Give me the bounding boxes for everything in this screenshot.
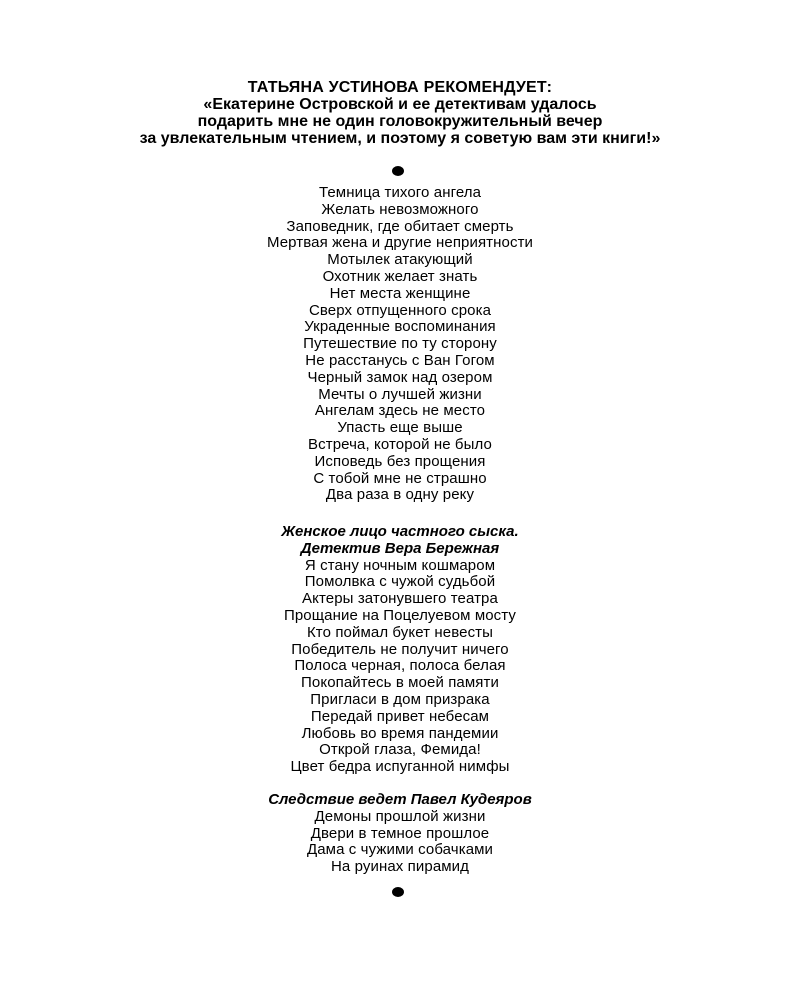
series-heading: Женское лицо частного сыска. <box>281 523 519 540</box>
book-title: Я стану ночным кошмаром <box>304 556 496 574</box>
quote-line: подарить мне не один головокружительный вечер <box>197 113 603 130</box>
book-title: Сверх отпущенного срока <box>308 301 492 319</box>
book-title: На руинах пирамид <box>330 858 470 876</box>
book-title: Два раза в одну реку <box>325 486 475 504</box>
series-pavel-kudeyarov <box>0 792 800 876</box>
book-title: Полоса черная, полоса белая <box>294 657 506 675</box>
book-title: Мечты о лучшей жизни <box>318 385 482 403</box>
quote-line: за увлекательным чтением, и поэтому я советую вам эти книги!» <box>139 130 661 147</box>
book-title: Ангелам здесь не место <box>314 402 486 420</box>
book-title: Двери в темное прошлое <box>310 824 490 842</box>
bullet-dot-icon <box>392 887 404 897</box>
book-title: Не расстанусь с Ван Гогом <box>305 351 495 369</box>
book-title: Открой глаза, Фемида! <box>319 741 481 759</box>
book-title: Передай привет небесам <box>310 707 490 725</box>
header-title: ТАТЬЯНА УСТИНОВА РЕКОМЕНДУЕТ: <box>247 79 553 96</box>
book-title: Актеры затонувшего театра <box>302 590 498 608</box>
book-title: Встреча, которой не было <box>308 435 492 453</box>
book-title: Покопайтесь в моей памяти <box>301 674 499 692</box>
book-title: Помолвка с чужой судьбой <box>304 573 496 591</box>
book-title: Желать невозможного <box>321 200 479 218</box>
book-title: Путешествие по ту сторону <box>303 335 497 353</box>
book-title: Заповедник, где обитает смерть <box>286 217 514 235</box>
book-title: Украденные воспоминания <box>304 318 496 336</box>
book-title: Прощание на Поцелуевом мосту <box>283 606 517 624</box>
book-title: Мотылек атакующий <box>327 251 473 269</box>
main-book-list <box>0 185 800 504</box>
book-title: Дама с чужими собачками <box>306 841 494 859</box>
book-title: Мертвая жена и другие неприятности <box>266 234 534 252</box>
book-title: Демоны прошлой жизни <box>314 807 486 825</box>
book-title: Победитель не получит ничего <box>291 640 509 658</box>
series-heading: Детектив Вера Бережная <box>300 539 500 557</box>
series-heading: Следствие ведет Павел Кудеяров <box>268 791 532 808</box>
series-vera-berezhnaya <box>0 524 800 776</box>
book-title: Упасть еще выше <box>337 419 463 437</box>
book-title: Кто поймал букет невесты <box>306 623 494 641</box>
book-title: Темница тихого ангела <box>318 184 482 201</box>
recommendation-header <box>0 79 800 147</box>
book-title: Любовь во время пандемии <box>301 724 499 742</box>
book-title: Охотник желает знать <box>322 267 478 285</box>
book-title: С тобой мне не страшно <box>313 469 487 487</box>
book-title: Нет места женщине <box>329 284 471 302</box>
book-title: Пригласи в дом призрака <box>310 690 490 708</box>
quote-line: «Екатерине Островской и ее детективам удалось <box>203 96 597 113</box>
book-title: Цвет бедра испуганной нимфы <box>290 758 510 776</box>
book-title: Черный замок над озером <box>307 368 493 386</box>
book-title: Исповедь без прощения <box>314 452 486 470</box>
bullet-dot-icon <box>392 166 404 176</box>
